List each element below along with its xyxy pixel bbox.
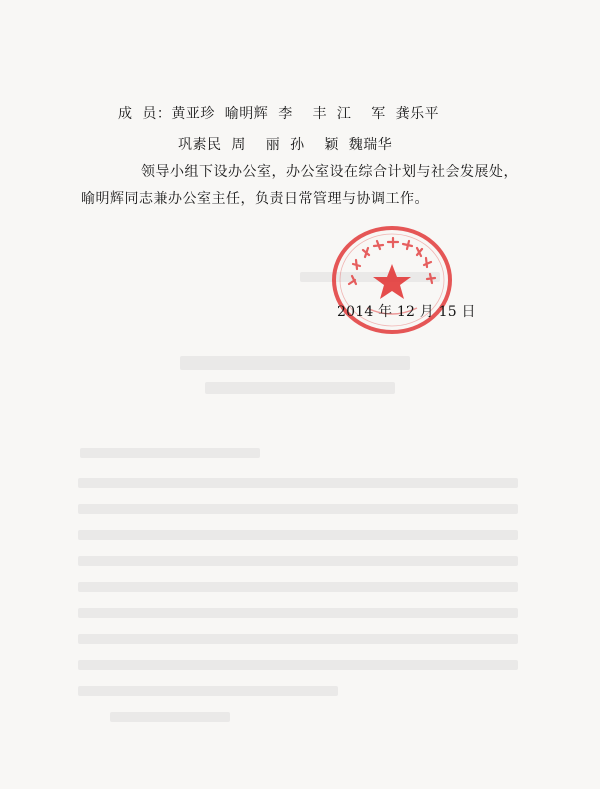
- office-paragraph-line-2: 喻明辉同志兼办公室主任，负责日常管理与协调工作。: [81, 191, 429, 207]
- bleed-through-text: [205, 382, 395, 394]
- bleed-through-text: [78, 660, 518, 670]
- bleed-through-text: [110, 712, 230, 722]
- bleed-through-text: [180, 356, 410, 370]
- official-seal: [327, 222, 457, 342]
- bleed-through-text: [78, 608, 518, 618]
- office-paragraph-line-1: 领导小组下设办公室，办公室设在综合计划与社会发展处，: [141, 164, 518, 180]
- bleed-through-text: [78, 530, 518, 540]
- bleed-through-text: [78, 686, 338, 696]
- bleed-through-text: [78, 478, 518, 488]
- bleed-through-text: [80, 448, 260, 458]
- bleed-through-text: [78, 556, 518, 566]
- members-line-continued: 巩素民 周 丽 孙 颖 魏瑞华: [178, 137, 393, 153]
- bleed-through-text: [78, 504, 518, 514]
- star-icon: [373, 264, 411, 299]
- document-date: 2014 年 12 月 15 日: [337, 304, 476, 320]
- bleed-through-text: [78, 582, 518, 592]
- bleed-through-text: [78, 634, 518, 644]
- members-line: 成 员：黄亚珍 喻明辉 李 丰 江 军 龚乐平: [118, 106, 440, 122]
